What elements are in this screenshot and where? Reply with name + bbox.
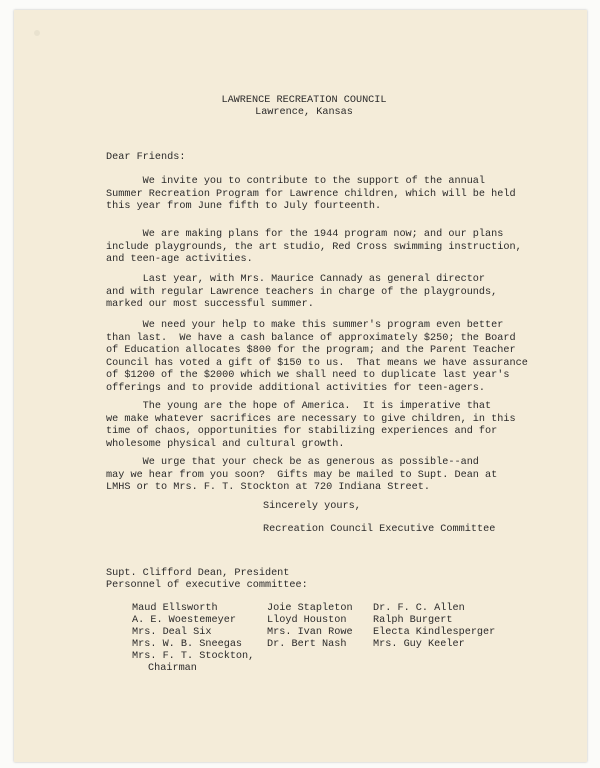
paragraph-2: We are making plans for the 1944 program now; and our plans include playgrounds, the art studio, Red Cross swimming instruction, and teen-age activities. bbox=[106, 229, 522, 266]
member-col3-2: Ralph Burgert bbox=[373, 615, 453, 626]
member-col3-3: Electa Kindlesperger bbox=[373, 627, 496, 638]
letter-page bbox=[14, 10, 587, 762]
member-col1-2: A. E. Woestemeyer bbox=[132, 615, 236, 626]
member-col1-5: Mrs. F. T. Stockton, bbox=[132, 651, 255, 662]
member-col2-2: Lloyd Houston bbox=[267, 615, 347, 626]
paragraph-3: Last year, with Mrs. Maurice Cannady as general director and with regular Lawrence teachers in charge of the playgrounds, marked our most successful summer. bbox=[106, 274, 498, 311]
punch-hole bbox=[34, 30, 40, 36]
paragraph-4: We need your help to make this summer's program even better than last. We have a cash balance of approximately $250; the Board of Education allocates $800 for the program; and the Parent Teacher Council has voted a gift of $150 to us. That means we have assurance of $1200 of the $2000 which we shall need to duplicate last year's offerings and to provide additional activities for teen-agers. bbox=[106, 320, 528, 394]
member-col3-1: Dr. F. C. Allen bbox=[373, 603, 465, 614]
paragraph-5: The young are the hope of America. It is imperative that we make whatever sacrifices are necessary to give children, in this time of chaos, opportunities for stabilizing experiences and for wholesome physical and cultural growth. bbox=[106, 401, 516, 450]
president-line: Supt. Clifford Dean, President bbox=[106, 568, 290, 579]
closing-line: Sincerely yours, bbox=[263, 501, 361, 512]
member-col2-1: Joie Stapleton bbox=[267, 603, 353, 614]
member-col1-3: Mrs. Deal Six bbox=[132, 627, 212, 638]
org-title: LAWRENCE RECREATION COUNCIL bbox=[221, 95, 387, 106]
org-city: Lawrence, Kansas bbox=[255, 107, 353, 118]
member-col2-3: Mrs. Ivan Rowe bbox=[267, 627, 353, 638]
paragraph-6: We urge that your check be as generous as possible--and may we hear from you soon? Gifts may be mailed to Supt. Dean at LMHS or to Mrs. F. T. Stockton at 720 Indiana Street. bbox=[106, 457, 498, 494]
salutation: Dear Friends: bbox=[106, 152, 186, 163]
member-col1-6: Chairman bbox=[148, 663, 197, 674]
committee-heading: Personnel of executive committee: bbox=[106, 580, 308, 591]
member-col3-4: Mrs. Guy Keeler bbox=[373, 639, 465, 650]
member-col1-4: Mrs. W. B. Sneegas bbox=[132, 639, 243, 650]
paragraph-1: We invite you to contribute to the support of the annual Summer Recreation Program for Lawrence children, which will be held this year from June fifth to July fourteenth. bbox=[106, 176, 516, 213]
closing-signature: Recreation Council Executive Committee bbox=[263, 524, 496, 535]
member-col2-4: Dr. Bert Nash bbox=[267, 639, 347, 650]
member-col1-1: Maud Ellsworth bbox=[132, 603, 218, 614]
